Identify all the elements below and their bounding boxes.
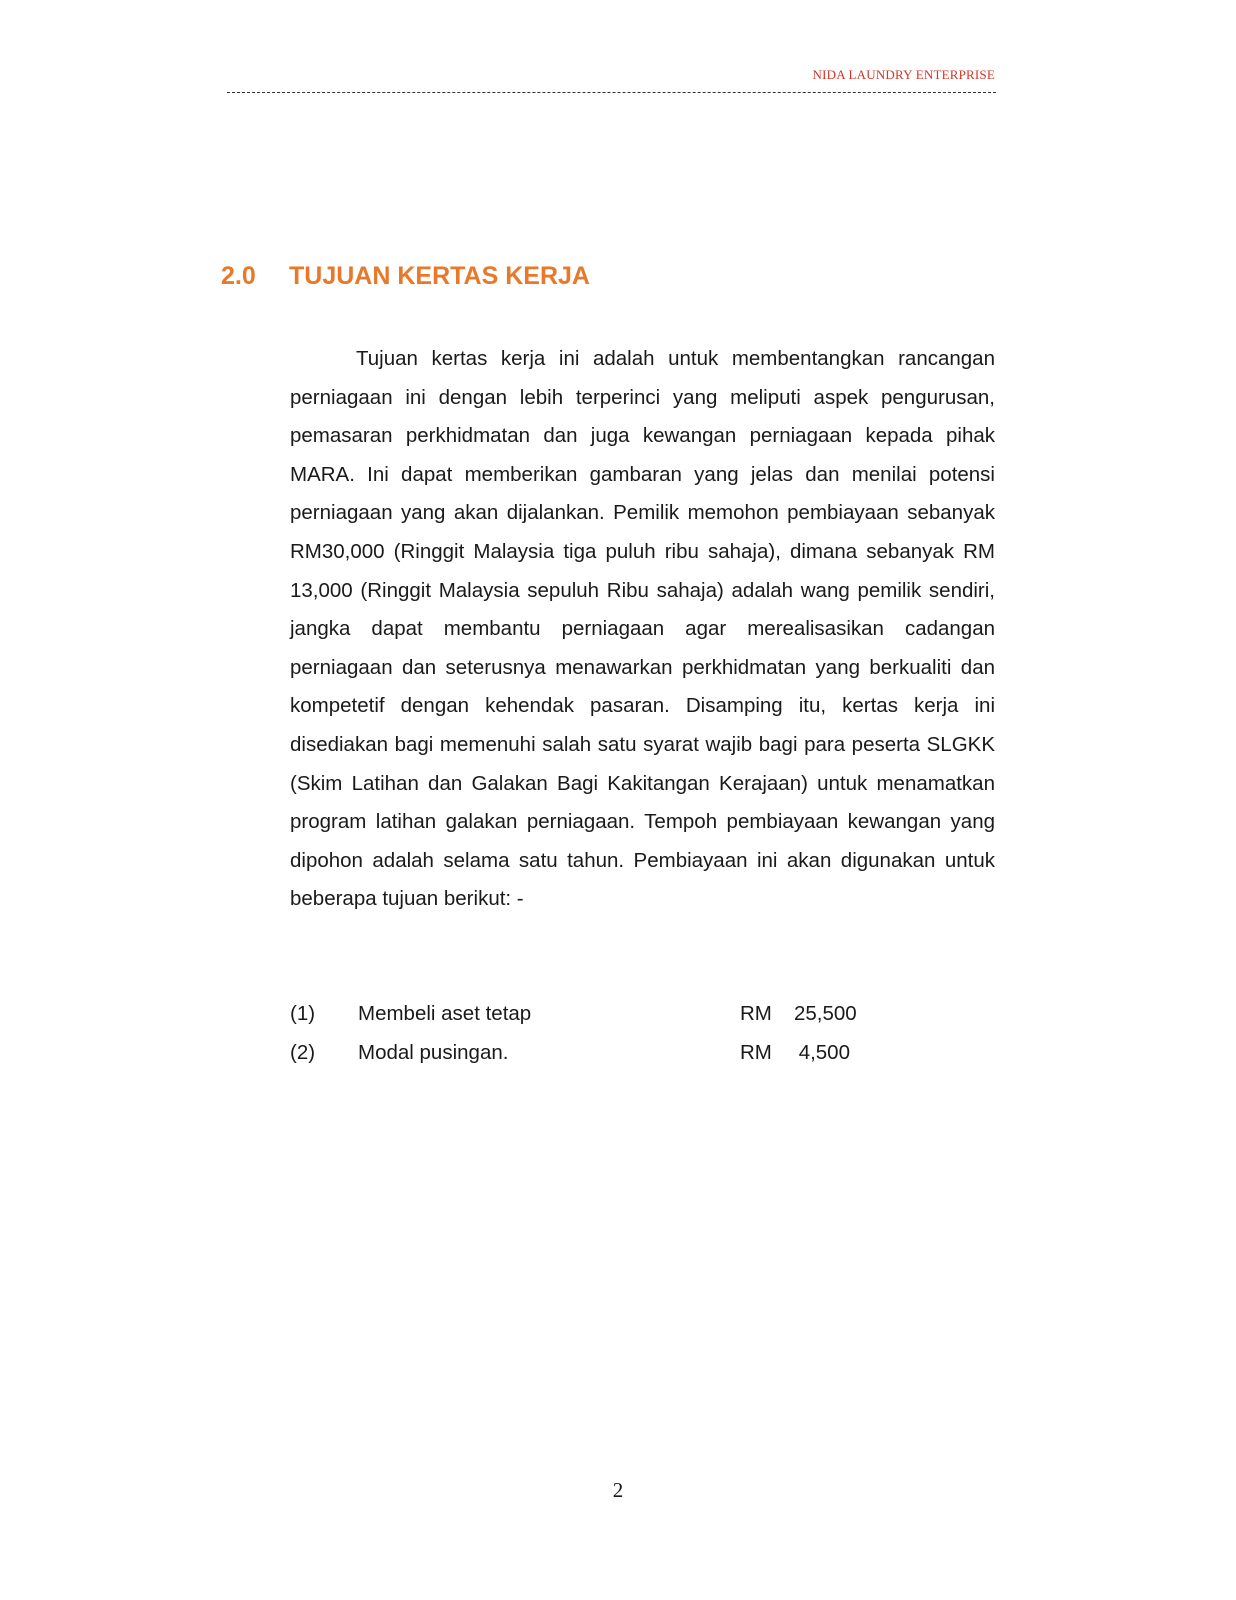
list-item-index: (2) xyxy=(290,1040,316,1064)
body-paragraph: Tujuan kertas kerja ini adalah untuk membentangkan rancangan perniagaan ini dengan lebih terperinci yang meliputi aspek pengurusan, pemasaran perkhidmatan dan juga kewangan perniagaan kepada pihak MARA. Ini dapat memberikan gambaran yang jelas dan menilai potensi perniagaan yang akan dijalankan. Pemilik memohon pembiayaan sebanyak RM30,000 (Ringgit Malaysia tiga puluh ribu sahaja), dimana sebanyak RM 13,000 (Ringgit Malaysia sepuluh Ribu sahaja) adalah wang pemilik sendiri, jangka dapat membantu perniagaan agar merealisasikan cadangan perniagaan dan seterusnya menawarkan perkhidmatan yang berkualiti dan kompetetif dengan kehendak pasaran. Disamping itu, kertas kerja ini disediakan bagi memenuhi salah satu syarat wajib bagi para peserta SLGKK (Skim Latihan dan Galakan Bagi Kakitangan Kerajaan) untuk menamatkan program latihan galakan perniagaan. Tempoh pembiayaan kewangan yang dipohon adalah selama satu tahun. Pembiayaan ini akan digunakan untuk beberapa tujuan berikut: - xyxy=(290,347,995,911)
list-item-amount: 4,500 xyxy=(798,1040,850,1064)
page-number: 2 xyxy=(612,1478,624,1502)
section-title: TUJUAN KERTAS KERJA xyxy=(289,262,590,290)
list-item-index: (1) xyxy=(290,1002,316,1025)
list-item-amount: 25,500 xyxy=(794,1002,857,1025)
list-item xyxy=(290,1034,870,1073)
purpose-list xyxy=(290,995,870,1072)
list-item-description: Modal pusingan. xyxy=(358,1040,509,1064)
section-heading xyxy=(221,262,590,291)
header-divider xyxy=(227,92,996,93)
header-company-name: NIDA LAUNDRY ENTERPRISE xyxy=(812,67,995,82)
list-item xyxy=(290,995,870,1034)
section-number: 2.0 xyxy=(221,262,256,290)
list-item-currency: RM xyxy=(740,1040,772,1064)
list-item-currency: RM xyxy=(740,1002,772,1025)
list-item-description: Membeli aset tetap xyxy=(358,1002,532,1025)
